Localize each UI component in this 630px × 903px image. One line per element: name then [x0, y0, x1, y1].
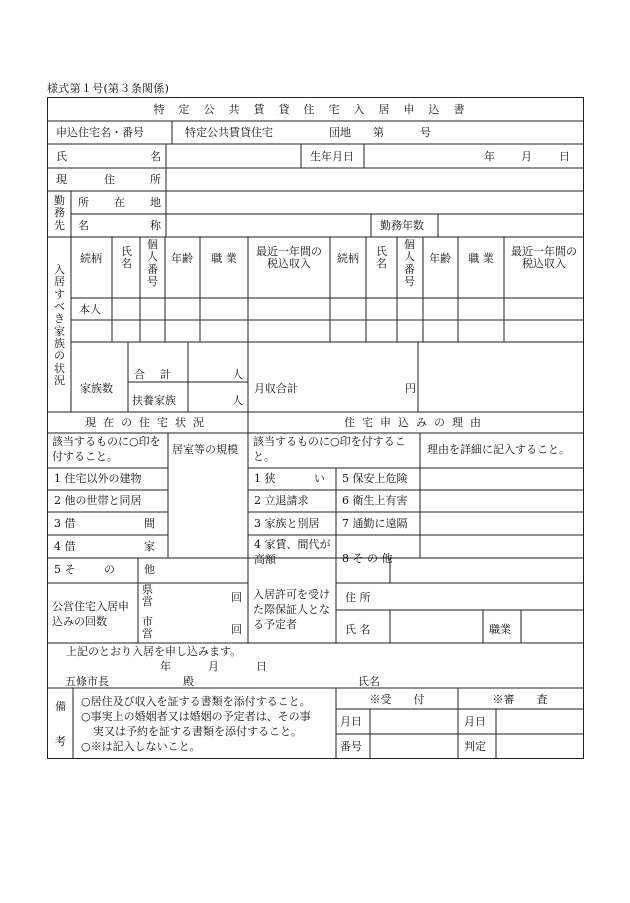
reason-item-6: 6 衛生上有害 [342, 494, 408, 507]
guarantor-label: 入居許可を受けた際保証人となる予定者 [253, 588, 330, 631]
housing-item-5-mid: の [104, 563, 115, 576]
declaration-day: 日 [256, 660, 267, 673]
housing-name-label: 申込住宅名・番号 [56, 126, 144, 139]
notes-side-top: 備 [55, 700, 66, 713]
dependents-label: 扶養家族 [132, 394, 176, 407]
self-row-label: 本人 [79, 303, 101, 316]
reason-item-3: 3 家族と別居 [254, 517, 320, 530]
declaration-text: 上記のとおり入居を申し込みます。 [66, 645, 242, 658]
address-label-b: 住 [104, 173, 115, 186]
total-label: 合 計 [134, 368, 173, 381]
review-judgement-label: 判定 [464, 740, 486, 753]
housing-item-5: 5 そ [54, 563, 76, 576]
birth-year-label: 年 [484, 150, 495, 163]
work-location-a: 所 [78, 196, 89, 209]
family-count-label: 家族数 [80, 382, 113, 395]
dai-label: 第 [373, 126, 384, 139]
go-label: 号 [420, 126, 431, 139]
header-mynumber-1: 個人番号 [147, 238, 158, 288]
birth-day-label: 日 [559, 150, 570, 163]
work-years-label: 勤務年数 [380, 219, 424, 232]
reason-item-1: 1 狭 [254, 472, 276, 485]
header-relation-2: 続柄 [337, 252, 359, 265]
current-housing-check-note: 該当するものに○印を付すること。 [52, 435, 161, 463]
applicant-name-label: 氏名 [358, 675, 380, 688]
prefectural-label: 県営 [142, 583, 153, 609]
work-location-c: 地 [150, 196, 161, 209]
reason-heading: 住宅申込みの理由 [344, 416, 488, 429]
yen-unit: 円 [405, 382, 416, 395]
header-job-2: 職 業 [468, 252, 494, 265]
reason-detail-note: 理由を詳細に記入すること。 [427, 443, 570, 456]
guarantor-job-label: 職業 [489, 623, 511, 636]
monthly-income-label: 月収合計 [254, 382, 298, 395]
current-housing-heading: 現在の住宅状況 [85, 416, 211, 429]
birth-month-label: 月 [521, 150, 532, 163]
reason-item-5: 5 保安上危険 [342, 472, 408, 485]
mayor-label: 五條市長 [65, 675, 109, 688]
reason-item-1-end: い [314, 472, 325, 485]
room-scale-label: 居室等の規模 [172, 443, 238, 456]
note-line-1: ○居住及び収入を証する書類を添付すること。 [81, 695, 311, 708]
guarantor-name-label: 氏 名 [345, 623, 371, 636]
review-date-label: 月日 [464, 715, 486, 728]
reason-check-note: 該当するものに○印を付すること。 [253, 435, 406, 463]
reception-date-label: 月日 [340, 715, 362, 728]
review-heading: ※審 査 [492, 693, 548, 706]
note-line-3: 実又は予約を証する書類を添付すること。 [93, 725, 302, 738]
header-name-2: 氏名 [376, 245, 387, 271]
reason-item-4: 4 家賃、間代が高額 [254, 538, 331, 566]
note-line-2: ○事実上の婚姻者又は婚姻の予定者は、その事 [81, 710, 311, 723]
reason-item-8: 8 そ の 他 [342, 552, 393, 565]
name-label-a: 氏 [56, 150, 67, 163]
dono-label: 殿 [183, 675, 194, 688]
header-job-1: 職 業 [211, 252, 237, 265]
application-form [47, 97, 584, 759]
danchi-label: 団地 [329, 126, 351, 139]
housing-item-4: 4 借 [54, 540, 76, 553]
header-age-1: 年齢 [171, 252, 193, 265]
work-location-b: 在 [114, 196, 125, 209]
public-housing-count-label: 公営住宅入居申込みの回数 [52, 600, 129, 628]
housing-item-3: 3 借 [54, 517, 76, 530]
reception-heading: ※受 付 [369, 693, 425, 706]
reception-number-label: 番号 [340, 740, 362, 753]
notes-side-bottom: 考 [55, 735, 66, 748]
form-number-label: 様式第１号(第３条関係) [47, 82, 170, 95]
header-relation-1: 続柄 [80, 252, 102, 265]
address-label-a: 現 [56, 173, 67, 186]
header-age-2: 年齢 [429, 252, 451, 265]
housing-type-text: 特定公共賃貸住宅 [185, 126, 273, 139]
work-name-a: 名 [78, 219, 89, 232]
workplace-side-label: 勤務先 [54, 194, 65, 232]
reason-item-7: 7 通勤に遠隔 [342, 517, 408, 530]
housing-item-2: 2 他の世帯と同居 [54, 494, 142, 507]
total-person-unit: 人 [232, 368, 243, 381]
prefectural-times-unit: 回 [231, 591, 242, 604]
header-income-1: 最近一年間の税込収入 [256, 245, 322, 271]
header-name-1: 氏名 [121, 245, 132, 271]
housing-item-5-end: 他 [144, 563, 155, 576]
header-mynumber-2: 個人番号 [404, 238, 415, 288]
work-name-b: 称 [150, 219, 161, 232]
declaration-year: 年 [160, 660, 171, 673]
note-line-4: ○※は記入しないこと。 [81, 740, 201, 753]
birthdate-label: 生年月日 [310, 150, 354, 163]
municipal-label: 市営 [142, 615, 153, 641]
header-income-2: 最近一年間の税込収入 [511, 245, 577, 271]
housing-item-4-end: 家 [144, 540, 155, 553]
address-label-c: 所 [150, 173, 161, 186]
housing-item-3-end: 間 [144, 517, 155, 530]
reason-item-2: 2 立退請求 [254, 494, 309, 507]
family-side-label: 入居すべき家族の状況 [54, 263, 65, 387]
guarantor-address-label: 住 所 [345, 591, 371, 604]
housing-item-1: 1 住宅以外の建物 [54, 472, 142, 485]
dependents-person-unit: 人 [232, 394, 243, 407]
form-title: 特定公共賃貸住宅入居申込書 [153, 103, 479, 116]
declaration-month: 月 [208, 660, 219, 673]
name-label-b: 名 [150, 150, 161, 163]
municipal-times-unit: 回 [231, 623, 242, 636]
